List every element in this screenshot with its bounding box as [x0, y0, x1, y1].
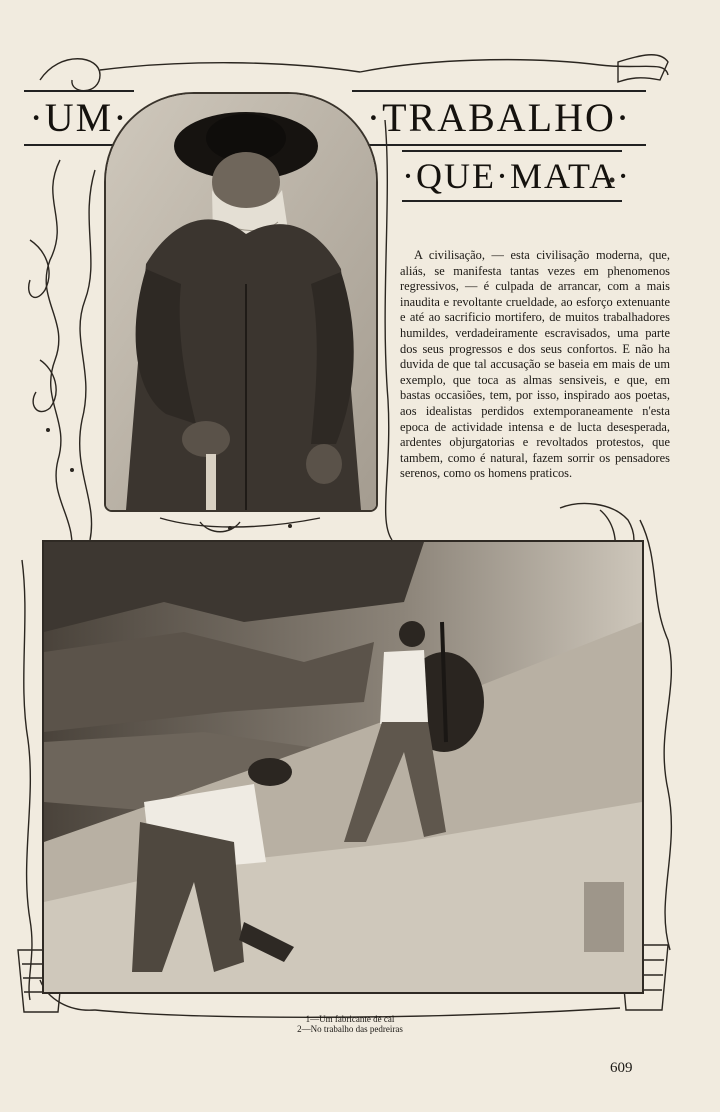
photo-lime-maker [104, 92, 378, 512]
page-number: 609 [610, 1060, 633, 1076]
title-word-que-mata: ·QUE·MATA· [402, 150, 622, 202]
title-word-um: ·UM· [24, 90, 134, 146]
caption-line-2: 2—No trabalho das pedreiras [297, 1024, 403, 1034]
photo-quarry-workers [42, 540, 644, 994]
article-body: A civilisação, — esta civilisação moderna, que, aliás, se manifesta tantas vezes em phenomenos regressivos, — é culpada de arrancar, com a mais inaudita e revoltante crueldade, ao esforço extenuante e até ao sacrificio mortifero, de muitos trabalhadores humildes, verdadeiramente escravisados, uma parte dos seus progressos e dos seus confortos. E não ha duvida de que tal accusação se baseia em mais de um exemplo, que toca as almas sensiveis, e que, em bastas occasiões, tem, por isso, inspirado aos poetas, aos idealistas perdidos extemporaneamente n'esta epoca de actividade intensa e de lucta desesperada, ardentes objurgatorias e revoltados protestos, que tambem, como é natural, fazem sorrir os pensadores serenos, como os homens praticos. [400, 248, 670, 481]
title-word-trabalho: ·TRABALHO· [352, 90, 646, 146]
photo-captions [200, 1014, 500, 1034]
caption-line-1: 1—Um fabricante de cal [305, 1014, 395, 1024]
